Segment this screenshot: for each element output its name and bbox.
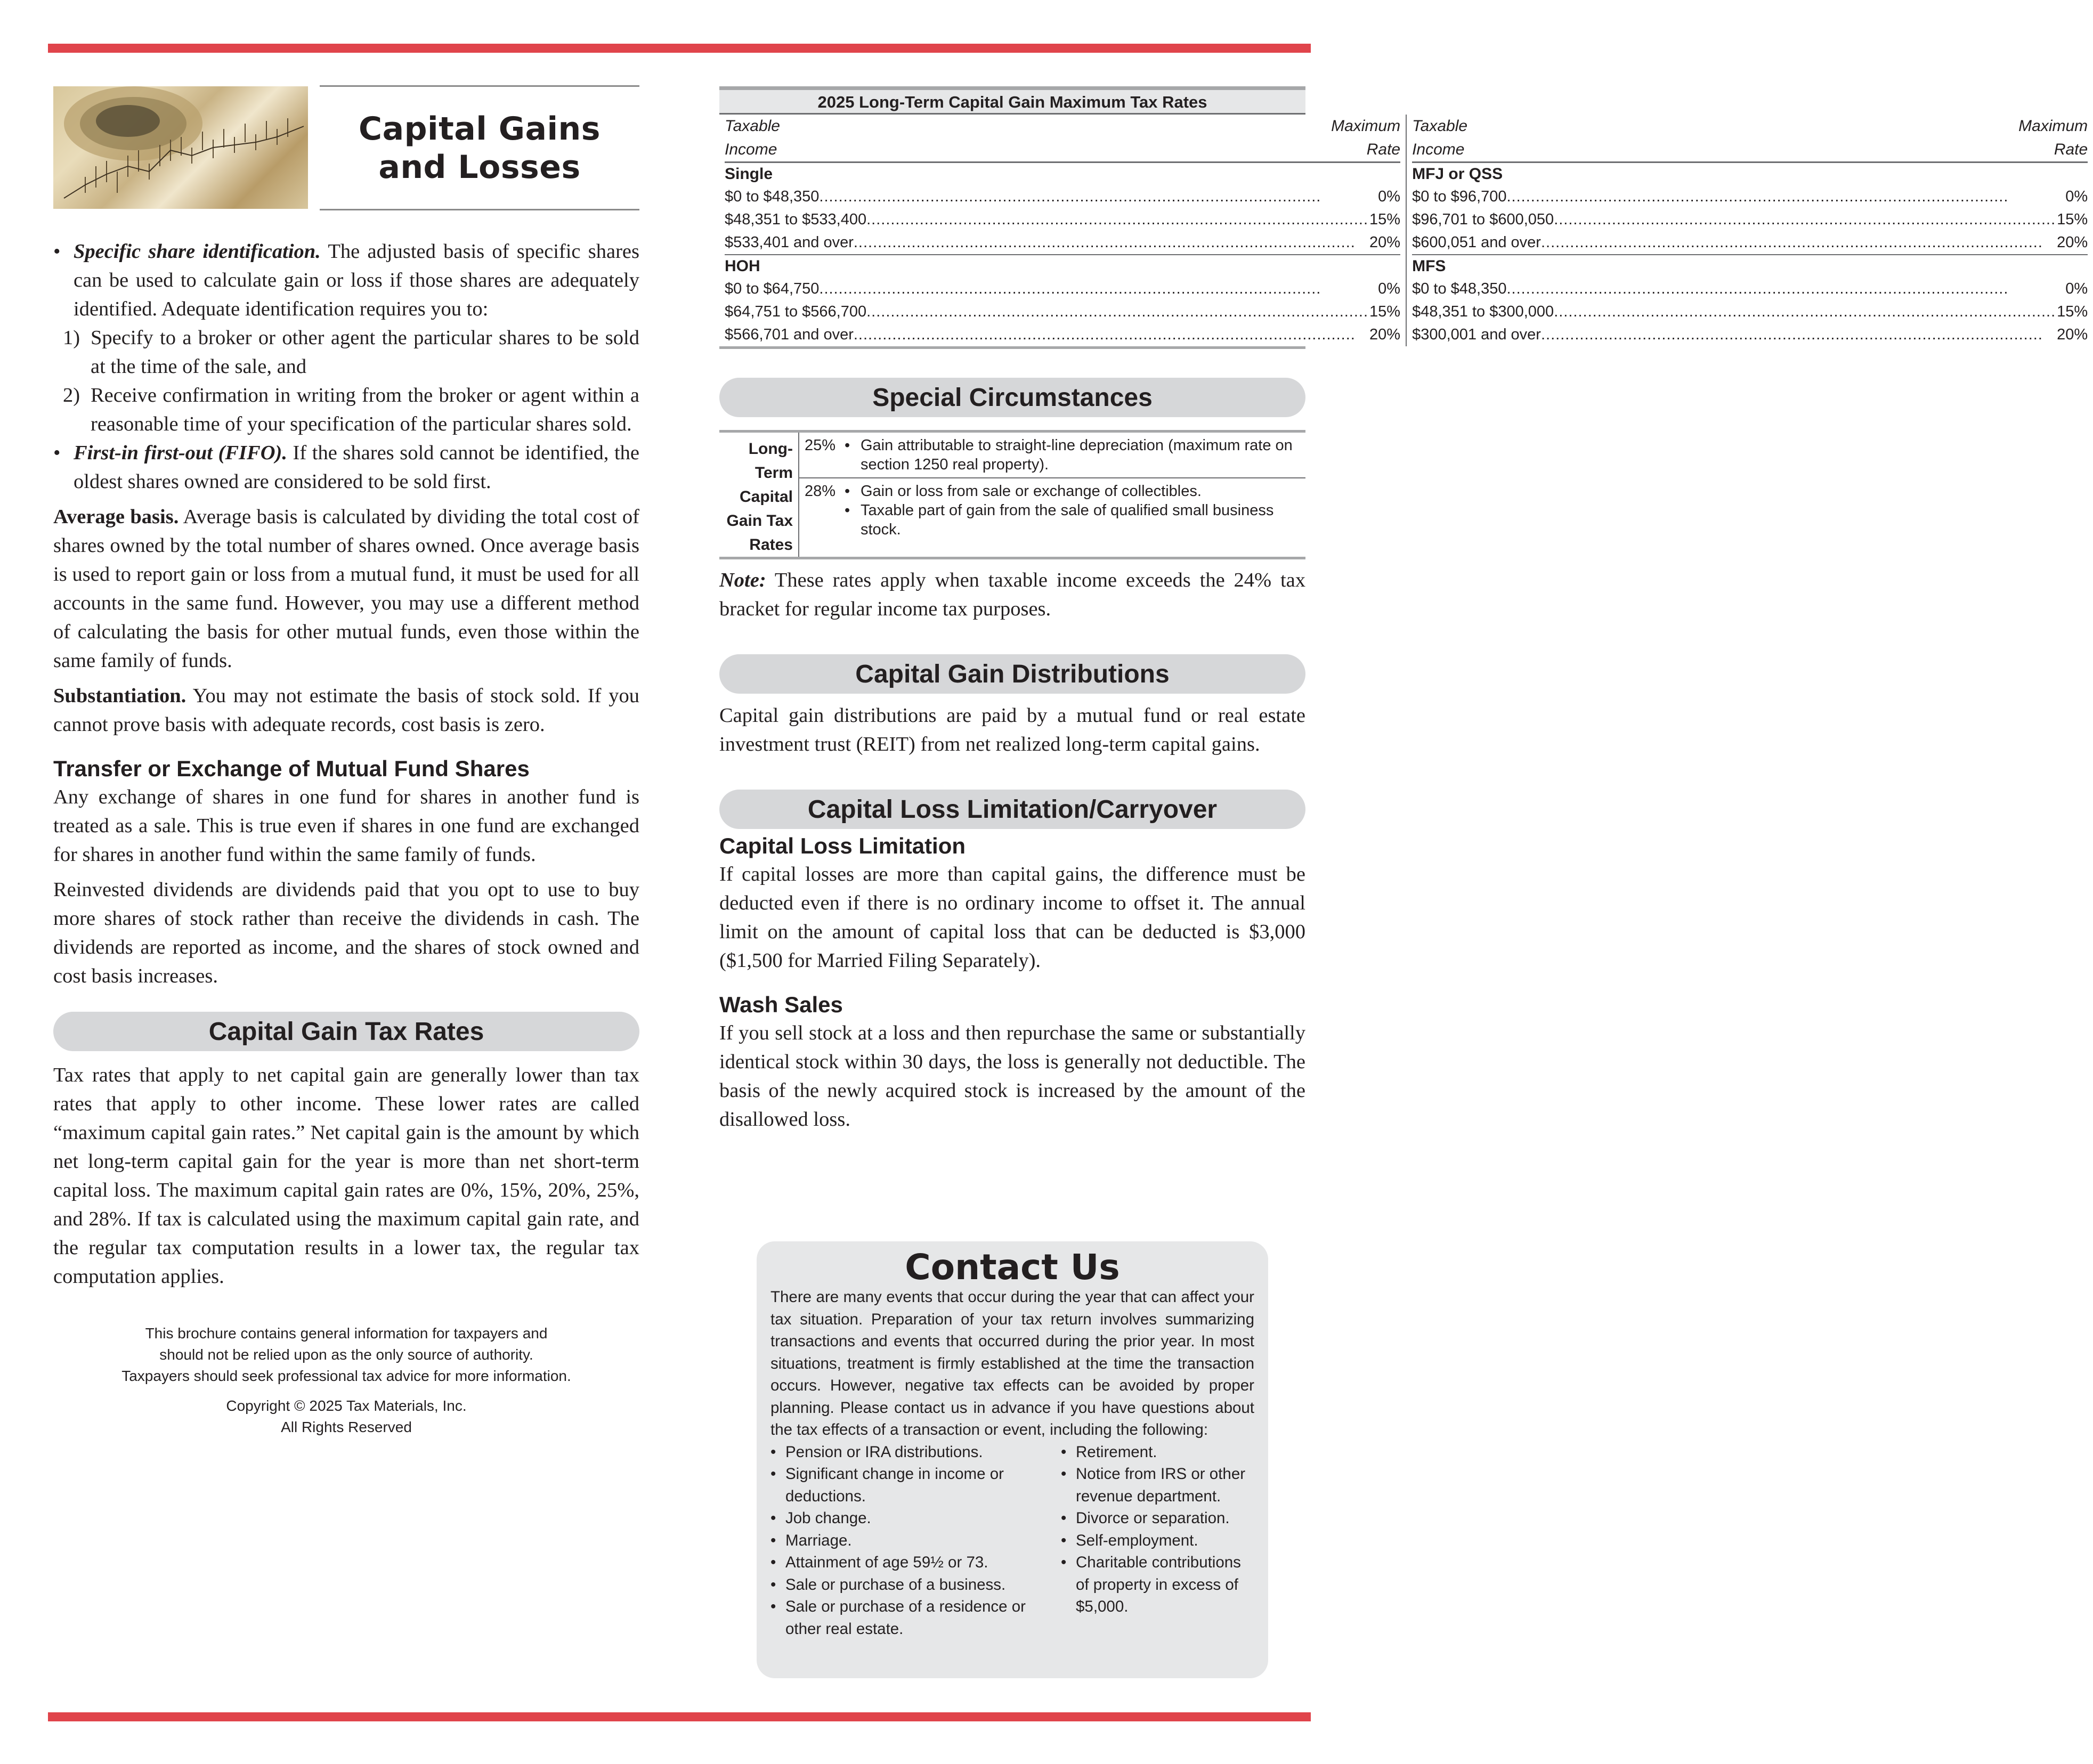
rate-row [725,231,1400,254]
bullet-icon: • [1061,1531,1067,1549]
rate-value: 15% [1369,211,1401,228]
share-identification-section [53,237,639,990]
bullet-icon: • [845,437,850,454]
capital-loss-limitation-subheading: Capital Loss Limitation [719,833,966,858]
paragraph-lead: Average basis. [53,506,179,528]
dot-leader [854,231,1368,254]
wash-sales-subheading: Wash Sales [719,992,843,1017]
label-line: Capital [739,488,793,506]
group-label: HOH [725,257,760,275]
rate-value: 20% [1369,234,1401,251]
rates-column-header [1412,115,2088,163]
sc-item-text: Gain or loss from sale or exchange of collectibles. [861,483,1202,500]
distributions-text: Capital gain distributions are paid by a mutual fund or real estate investment trust (REIT) from net realized long-term capital gains. [719,704,1305,755]
bullet-icon: • [845,502,850,519]
header-income: Income [725,141,777,158]
dot-leader [1541,231,2056,254]
bullet-text: The adjusted basis of specific shares can be used to calculate gain or loss if those shares are adequately identified. Adequate identification requires you to: [74,240,639,320]
rate-value: 15% [2057,303,2088,320]
rates-group-mfs [1412,254,2088,346]
bullet-icon: • [770,1554,776,1571]
list-item [770,1463,1061,1507]
rate-value: 0% [2065,280,2088,297]
dot-leader [854,323,1368,346]
sc-item [845,436,1305,474]
label-line: Term [755,464,793,482]
numbered-item-2 [53,381,639,438]
header-income: Income [1412,141,1465,158]
substantiation-paragraph [53,681,639,739]
list-item [770,1530,1061,1552]
bullet-text: If the shares sold cannot be identified, the oldest shares owned are considered to be sold first. [74,442,639,493]
bullet-icon: • [1061,1443,1067,1461]
rate-row [1412,231,2088,254]
item-text: Specify to a broker or other agent the particular shares to be sold at the time of the sale, and [91,327,639,378]
bullet-icon: • [1061,1465,1067,1483]
money-stock-photo [53,86,308,209]
item-number: 1) [63,327,80,349]
brochure-header [53,85,639,210]
bullet-lead: Specific share identification. [74,240,321,263]
list-item-text: Divorce or separation. [1076,1509,1230,1527]
transfer-paragraph-1: Any exchange of shares in one fund for shares in another fund is treated as a sale. This is true even if shares in one fund are exchanged for shares in another fund within the same family of funds. [53,786,639,866]
dot-leader [1554,300,2056,323]
rate-value: 20% [2057,326,2088,343]
rates-group-mfj [1412,163,2088,254]
income-range: $0 to $64,750 [725,280,820,297]
income-range: $600,051 and over [1412,234,1541,251]
contact-us-box [757,1241,1268,1678]
header-rate: Rate [2054,141,2088,158]
list-item-text: Marriage. [785,1531,852,1549]
left-column [53,85,639,1438]
list-item [1061,1441,1254,1464]
page-title-line1: Capital Gains [359,110,601,148]
contact-list-right [1061,1441,1254,1640]
income-range: $0 to $48,350 [1412,280,1507,297]
rates-grid [719,115,2088,346]
list-item-text: Notice from IRS or other revenue department. [1076,1465,1246,1505]
dot-leader [1506,185,2064,208]
contact-title: Contact Us [905,1247,1120,1288]
sc-item-text: Taxable part of gain from the sale of qualified small business stock. [861,502,1274,538]
capital-gain-distributions-heading: Capital Gain Distributions [719,654,1305,694]
bullet-icon: • [53,240,61,263]
rates-group-single [725,163,1400,254]
list-item-text: Sale or purchase of a business. [785,1575,1006,1594]
rates-table-title: 2025 Long-Term Capital Gain Maximum Tax Rates [719,90,1305,115]
sc-row-label [719,433,799,557]
sc-rate: 28% [805,483,836,500]
list-item-text: Pension or IRA distributions. [785,1443,983,1461]
sc-rows [799,433,1305,557]
list-item-text: Attainment of age 59½ or 73. [785,1554,988,1571]
rate-row [725,185,1400,208]
rate-row [1412,323,2088,346]
bullet-specific-share [53,237,639,323]
bullet-icon: • [845,483,850,500]
header-maximum: Maximum [2018,117,2088,135]
income-range: $96,701 to $600,050 [1412,211,1554,228]
disclaimer-line: Taxpayers should seek professional tax advice for more information. [121,1368,571,1384]
list-item [770,1596,1061,1640]
capital-gain-tax-rates-text: Tax rates that apply to net capital gain are generally lower than tax rates that apply to other income. These lower rates are called “maximum capital gain rates.” Net capital gain is the amount by which net long-term capital gain for the year is more than net short-term capital loss. The maximum capital gain rates are 0%, 15%, 20%, 25%, and 28%. If tax is calculated using the maximum capital gain rate, and the regular tax computation results in a lower tax, the regular tax computation applies. [53,1064,639,1288]
transfer-paragraph-2: Reinvested dividends are dividends paid that you opt to use to buy more shares of stock rather than receive the dividends in cash. The dividends are reported as income, and the shares of stock owned and cost basis increases. [53,879,639,987]
paragraph-text: Average basis is calculated by dividing the total cost of shares owned by the total number of shares owned. Once average basis is used to report gain or loss from a mutual fund, it must be used for all accounts in the same fund. However, you may use a different method of calculating the basis for other mutual funds, even those within the same family of funds. [53,506,639,672]
bullet-fifo [53,438,639,496]
bullet-icon: • [770,1598,776,1615]
contact-event-lists [770,1441,1254,1640]
header-rate: Rate [1366,141,1401,158]
dot-leader [1554,208,2056,231]
group-label: Single [725,165,773,183]
list-item-text: Sale or purchase of a residence or other real estate. [785,1598,1026,1638]
sc-item-text: Gain attributable to straight-line depreciation (maximum rate on section 1250 real property). [861,437,1293,473]
group-label: MFJ or QSS [1412,165,1503,183]
special-circumstances-table [719,430,1305,559]
rate-row [1412,208,2088,231]
dot-leader [1506,278,2064,300]
dot-leader [1541,323,2056,346]
list-item [1061,1463,1254,1507]
bottom-red-rule [48,1712,1311,1721]
transfer-heading: Transfer or Exchange of Mutual Fund Shares [53,756,530,781]
contact-text: There are many events that occur during the year that can affect your tax situation. Preparation of your tax return involves summarizing transactions and events that occurred during the prior year. In most situations, treatment is firmly established at the time the transaction occurs. However, negative tax effects can be avoided by proper planning. Please contact us in advance if you have questions about the tax effects of a transaction or event, including the following: [770,1288,1254,1438]
list-item [1061,1530,1254,1552]
wash-sales-text: If you sell stock at a loss and then repurchase the same or substantially identical stock within 30 days, the loss is generally not deductible. The basis of the newly acquired stock is increased by the amount of the disallowed loss. [719,1022,1305,1131]
copyright-line: Copyright © 2025 Tax Materials, Inc. [226,1397,467,1414]
list-item [770,1551,1061,1574]
income-range: $566,701 and over [725,326,854,343]
item-text: Receive confirmation in writing from the broker or agent within a reasonable time of your specification of the particular shares sold. [91,384,639,435]
rights-line: All Rights Reserved [281,1419,412,1435]
dot-leader [866,208,1368,231]
group-label: MFS [1412,257,1446,275]
sc-row-25 [799,433,1305,477]
capital-loss-heading: Capital Loss Limitation/Carryover [719,790,1305,829]
bullet-icon: • [1061,1554,1067,1571]
dot-leader [866,300,1368,323]
contact-list-left [770,1441,1061,1640]
sc-item [845,501,1305,539]
special-note [719,566,1305,623]
income-range: $48,351 to $300,000 [1412,303,1554,320]
bullet-icon: • [770,1509,776,1527]
special-circumstances-heading: Special Circumstances [719,378,1305,417]
stock-chart-icon [53,86,308,209]
disclaimer-line: should not be relied upon as the only source of authority. [159,1346,533,1363]
paragraph-text: You may not estimate the basis of stock sold. If you cannot prove basis with adequate records, cost basis is zero. [53,685,639,736]
rates-column-header [725,115,1400,163]
rate-row [725,278,1400,300]
numbered-item-1 [53,323,639,381]
list-item-text: Retirement. [1076,1443,1157,1461]
rate-row [1412,278,2088,300]
list-item [1061,1507,1254,1530]
disclaimer [53,1323,639,1438]
page-title-line2: and Losses [378,148,581,186]
dot-leader [819,278,1377,300]
item-number: 2) [63,384,80,407]
list-item-text: Charitable contributions of property in excess of $5,000. [1076,1554,1241,1615]
rates-left-half [719,115,1407,346]
disclaimer-line: This brochure contains general information for taxpayers and [145,1325,548,1342]
income-range: $64,751 to $566,700 [725,303,867,320]
rate-row [725,208,1400,231]
header-taxable: Taxable [1412,117,1468,135]
label-line: Long- [748,440,793,458]
title-box [320,85,639,210]
bullet-icon: • [1061,1509,1067,1527]
sc-item [845,482,1305,501]
bullet-icon: • [770,1465,776,1483]
right-column [719,85,2088,1134]
rate-row [1412,300,2088,323]
average-basis-paragraph [53,502,639,675]
header-maximum: Maximum [1331,117,1401,135]
bullet-lead: First-in first-out (FIFO). [74,442,287,464]
sc-row-28 [799,477,1305,542]
list-item [770,1441,1061,1464]
list-item [1061,1551,1254,1618]
note-text: These rates apply when taxable income exceeds the 24% tax bracket for regular income tax purposes. [719,569,1305,620]
rate-row [725,323,1400,346]
note-lead: Note: [719,569,766,591]
rates-table [719,86,2088,349]
list-item [770,1574,1061,1596]
label-line: Rates [749,536,793,554]
income-range: $0 to $96,700 [1412,188,1507,205]
income-range: $0 to $48,350 [725,188,820,205]
sc-rate: 25% [805,437,836,454]
income-range: $48,351 to $533,400 [725,211,867,228]
bullet-icon: • [770,1531,776,1549]
capital-gain-tax-rates-heading: Capital Gain Tax Rates [53,1012,639,1051]
rate-value: 20% [2057,234,2088,251]
list-item-text: Job change. [785,1509,871,1527]
capital-loss-limitation-text: If capital losses are more than capital gains, the difference must be deducted even if there is no ordinary income to offset it. The annual limit on the amount of capital loss that can be deducted is $3,000 ($1,500 for Married Filing Separately). [719,863,1305,972]
top-red-rule [48,44,1311,53]
income-range: $533,401 and over [725,234,854,251]
label-line: Gain Tax [726,512,793,530]
list-item-text: Significant change in income or deductions. [785,1465,1004,1505]
rates-group-hoh [725,254,1400,346]
rates-right-half [1407,115,2093,346]
list-item-text: Self-employment. [1076,1531,1198,1549]
rate-value: 15% [1369,303,1401,320]
bullet-icon: • [770,1575,776,1594]
bullet-icon: • [53,442,61,464]
bullet-icon: • [770,1443,776,1461]
dot-leader [819,185,1377,208]
paragraph-lead: Substantiation. [53,685,186,707]
rate-value: 0% [2065,188,2088,205]
rate-value: 15% [2057,211,2088,228]
header-taxable: Taxable [725,117,780,135]
rate-value: 0% [1378,188,1401,205]
list-item [770,1507,1061,1530]
income-range: $300,001 and over [1412,326,1541,343]
rate-row [725,300,1400,323]
rate-value: 0% [1378,280,1401,297]
rate-row [1412,185,2088,208]
rate-value: 20% [1369,326,1401,343]
